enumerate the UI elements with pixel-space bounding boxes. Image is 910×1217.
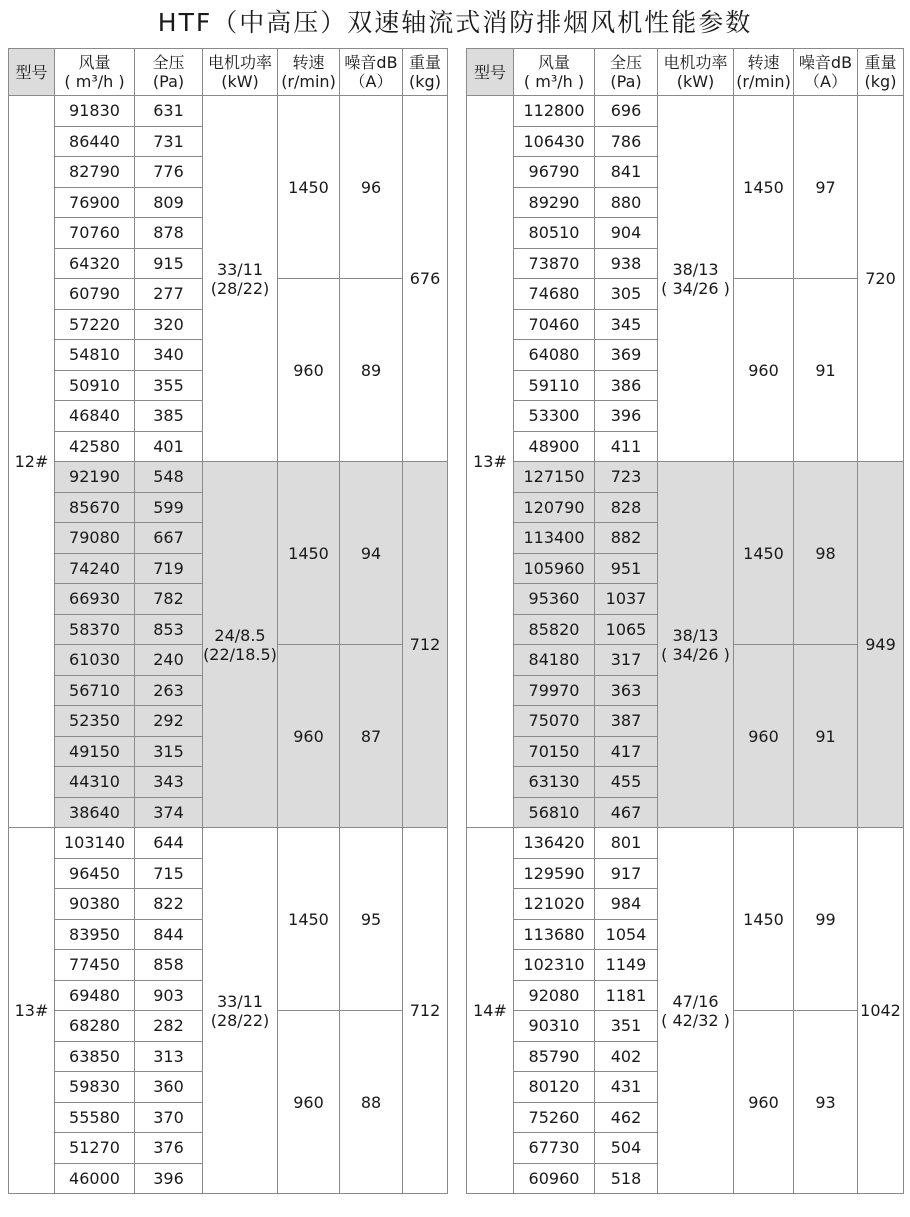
pressure-cell: 467 xyxy=(595,797,658,828)
weight-cell: 1042 xyxy=(858,828,904,1194)
pressure-cell: 340 xyxy=(135,340,203,371)
pressure-cell: 320 xyxy=(135,309,203,340)
airflow-cell: 60960 xyxy=(514,1163,595,1194)
power-cell xyxy=(203,96,278,462)
pressure-cell: 841 xyxy=(595,157,658,188)
noise-cell: 95 xyxy=(340,828,403,1011)
airflow-cell: 63850 xyxy=(55,1041,135,1072)
pressure-cell: 351 xyxy=(595,1011,658,1042)
airflow-cell: 92190 xyxy=(55,462,135,493)
pressure-cell: 345 xyxy=(595,309,658,340)
speed-cell: 1450 xyxy=(734,462,794,645)
airflow-cell: 44310 xyxy=(55,767,135,798)
airflow-cell: 90380 xyxy=(55,889,135,920)
airflow-cell: 66930 xyxy=(55,584,135,615)
airflow-cell: 49150 xyxy=(55,736,135,767)
speed-cell: 960 xyxy=(278,645,340,828)
airflow-cell: 127150 xyxy=(514,462,595,493)
airflow-cell: 136420 xyxy=(514,828,595,859)
airflow-cell: 82790 xyxy=(55,157,135,188)
pressure-cell: 504 xyxy=(595,1133,658,1164)
pressure-cell: 1065 xyxy=(595,614,658,645)
noise-cell: 97 xyxy=(794,96,858,279)
airflow-cell: 63130 xyxy=(514,767,595,798)
pressure-cell: 844 xyxy=(135,919,203,950)
airflow-cell: 85820 xyxy=(514,614,595,645)
airflow-cell: 92080 xyxy=(514,980,595,1011)
table-row xyxy=(467,828,904,859)
airflow-cell: 96790 xyxy=(514,157,595,188)
noise-cell: 98 xyxy=(794,462,858,645)
airflow-cell: 51270 xyxy=(55,1133,135,1164)
pressure-cell: 455 xyxy=(595,767,658,798)
pressure-cell: 386 xyxy=(595,370,658,401)
airflow-cell: 86440 xyxy=(55,126,135,157)
weight-cell: 676 xyxy=(403,96,448,462)
speed-cell: 1450 xyxy=(278,96,340,279)
pressure-cell: 282 xyxy=(135,1011,203,1042)
pressure-cell: 715 xyxy=(135,858,203,889)
pressure-cell: 878 xyxy=(135,218,203,249)
model-cell: 13# xyxy=(467,96,514,828)
speed-cell: 1450 xyxy=(278,462,340,645)
airflow-cell: 79970 xyxy=(514,675,595,706)
weight-cell: 720 xyxy=(858,96,904,462)
pressure-cell: 723 xyxy=(595,462,658,493)
airflow-cell: 106430 xyxy=(514,126,595,157)
pressure-cell: 305 xyxy=(595,279,658,310)
airflow-cell: 56810 xyxy=(514,797,595,828)
airflow-cell: 80510 xyxy=(514,218,595,249)
header-row xyxy=(467,49,904,96)
airflow-cell: 48900 xyxy=(514,431,595,462)
table-row xyxy=(9,96,448,127)
model-cell: 12# xyxy=(9,96,55,828)
weight-cell: 949 xyxy=(858,462,904,828)
power-cell xyxy=(658,828,734,1194)
noise-cell: 91 xyxy=(794,279,858,462)
airflow-cell: 56710 xyxy=(55,675,135,706)
pressure-cell: 518 xyxy=(595,1163,658,1194)
pressure-cell: 853 xyxy=(135,614,203,645)
airflow-cell: 42580 xyxy=(55,431,135,462)
airflow-cell: 79080 xyxy=(55,523,135,554)
pressure-cell: 360 xyxy=(135,1072,203,1103)
airflow-cell: 52350 xyxy=(55,706,135,737)
power-alt: ( 42/32 ) xyxy=(661,1010,730,1030)
pressure-cell: 431 xyxy=(595,1072,658,1103)
airflow-cell: 80120 xyxy=(514,1072,595,1103)
airflow-cell: 112800 xyxy=(514,96,595,127)
power-cell xyxy=(203,828,278,1194)
pressure-cell: 396 xyxy=(595,401,658,432)
pressure-cell: 411 xyxy=(595,431,658,462)
noise-cell: 87 xyxy=(340,645,403,828)
noise-cell: 91 xyxy=(794,645,858,828)
pressure-cell: 599 xyxy=(135,492,203,523)
speed-cell: 960 xyxy=(278,279,340,462)
pressure-cell: 903 xyxy=(135,980,203,1011)
pressure-cell: 355 xyxy=(135,370,203,401)
pressure-cell: 667 xyxy=(135,523,203,554)
power-alt: (28/22) xyxy=(210,1010,270,1030)
airflow-cell: 70760 xyxy=(55,218,135,249)
airflow-cell: 103140 xyxy=(55,828,135,859)
pressure-cell: 240 xyxy=(135,645,203,676)
header-power: 电机功率 (kW) xyxy=(203,49,278,96)
airflow-cell: 46840 xyxy=(55,401,135,432)
table-row xyxy=(467,96,904,127)
pressure-cell: 644 xyxy=(135,828,203,859)
pressure-cell: 1054 xyxy=(595,919,658,950)
pressure-cell: 363 xyxy=(595,675,658,706)
header-speed: 转速 (r/min) xyxy=(734,49,794,96)
header-noise: 噪音dB （A） xyxy=(340,49,403,96)
noise-cell: 89 xyxy=(340,279,403,462)
header-weight: 重量 (kg) xyxy=(858,49,904,96)
pressure-cell: 880 xyxy=(595,187,658,218)
speed-cell: 1450 xyxy=(278,828,340,1011)
pressure-cell: 387 xyxy=(595,706,658,737)
pressure-cell: 1181 xyxy=(595,980,658,1011)
speed-cell: 960 xyxy=(734,279,794,462)
model-cell: 14# xyxy=(467,828,514,1194)
page-title: HTF（中高压）双速轴流式消防排烟风机性能参数 xyxy=(157,8,753,37)
power-cell xyxy=(203,462,278,828)
pressure-cell: 1037 xyxy=(595,584,658,615)
power-alt: (28/22) xyxy=(210,278,270,298)
pressure-cell: 376 xyxy=(135,1133,203,1164)
airflow-cell: 68280 xyxy=(55,1011,135,1042)
airflow-cell: 53300 xyxy=(514,401,595,432)
airflow-cell: 50910 xyxy=(55,370,135,401)
airflow-cell: 129590 xyxy=(514,858,595,889)
airflow-cell: 95360 xyxy=(514,584,595,615)
power-alt: ( 34/26 ) xyxy=(661,278,730,298)
airflow-cell: 91830 xyxy=(55,96,135,127)
airflow-cell: 75070 xyxy=(514,706,595,737)
airflow-cell: 74240 xyxy=(55,553,135,584)
pressure-cell: 1149 xyxy=(595,950,658,981)
airflow-cell: 121020 xyxy=(514,889,595,920)
airflow-cell: 38640 xyxy=(55,797,135,828)
noise-cell: 88 xyxy=(340,1011,403,1194)
pressure-cell: 343 xyxy=(135,767,203,798)
pressure-cell: 938 xyxy=(595,248,658,279)
table-row xyxy=(467,462,904,493)
pressure-cell: 828 xyxy=(595,492,658,523)
airflow-cell: 58370 xyxy=(55,614,135,645)
speed-cell: 960 xyxy=(734,645,794,828)
airflow-cell: 64320 xyxy=(55,248,135,279)
header-model: 型号 xyxy=(467,49,514,96)
header-airflow: 风量 ( m³/h ) xyxy=(55,49,135,96)
pressure-cell: 858 xyxy=(135,950,203,981)
speed-cell: 1450 xyxy=(734,828,794,1011)
airflow-cell: 113400 xyxy=(514,523,595,554)
power-alt: (22/18.5) xyxy=(203,644,277,664)
airflow-cell: 84180 xyxy=(514,645,595,676)
airflow-cell: 69480 xyxy=(55,980,135,1011)
airflow-cell: 96450 xyxy=(55,858,135,889)
weight-cell: 712 xyxy=(403,828,448,1194)
header-power: 电机功率 (kW) xyxy=(658,49,734,96)
pressure-cell: 915 xyxy=(135,248,203,279)
table-row xyxy=(9,828,448,859)
weight-cell: 712 xyxy=(403,462,448,828)
speed-cell: 1450 xyxy=(734,96,794,279)
power-main: 24/8.5 xyxy=(214,625,266,645)
airflow-cell: 76900 xyxy=(55,187,135,218)
airflow-cell: 70460 xyxy=(514,309,595,340)
power-main: 38/13 xyxy=(672,259,719,279)
airflow-cell: 77450 xyxy=(55,950,135,981)
airflow-cell: 75260 xyxy=(514,1102,595,1133)
header-airflow: 风量 ( m³/h ) xyxy=(514,49,595,96)
pressure-cell: 548 xyxy=(135,462,203,493)
airflow-cell: 55580 xyxy=(55,1102,135,1133)
airflow-cell: 64080 xyxy=(514,340,595,371)
pressure-cell: 385 xyxy=(135,401,203,432)
airflow-cell: 89290 xyxy=(514,187,595,218)
pressure-cell: 822 xyxy=(135,889,203,920)
pressure-cell: 719 xyxy=(135,553,203,584)
airflow-cell: 105960 xyxy=(514,553,595,584)
header-pressure: 全压 (Pa) xyxy=(135,49,203,96)
airflow-cell: 61030 xyxy=(55,645,135,676)
pressure-cell: 786 xyxy=(595,126,658,157)
noise-cell: 94 xyxy=(340,462,403,645)
pressure-cell: 369 xyxy=(595,340,658,371)
header-noise: 噪音dB （A） xyxy=(794,49,858,96)
speed-cell: 960 xyxy=(734,1011,794,1194)
header-weight: 重量 (kg) xyxy=(403,49,448,96)
airflow-cell: 90310 xyxy=(514,1011,595,1042)
airflow-cell: 59830 xyxy=(55,1072,135,1103)
airflow-cell: 57220 xyxy=(55,309,135,340)
power-cell xyxy=(658,462,734,828)
pressure-cell: 809 xyxy=(135,187,203,218)
airflow-cell: 102310 xyxy=(514,950,595,981)
performance-table-left xyxy=(8,48,448,1194)
pressure-cell: 696 xyxy=(595,96,658,127)
pressure-cell: 917 xyxy=(595,858,658,889)
header-pressure: 全压 (Pa) xyxy=(595,49,658,96)
pressure-cell: 263 xyxy=(135,675,203,706)
table-body-right xyxy=(467,96,904,1194)
header-speed: 转速 (r/min) xyxy=(278,49,340,96)
model-cell: 13# xyxy=(9,828,55,1194)
airflow-cell: 74680 xyxy=(514,279,595,310)
airflow-cell: 83950 xyxy=(55,919,135,950)
header-model: 型号 xyxy=(9,49,55,96)
noise-cell: 96 xyxy=(340,96,403,279)
pressure-cell: 776 xyxy=(135,157,203,188)
pressure-cell: 292 xyxy=(135,706,203,737)
pressure-cell: 313 xyxy=(135,1041,203,1072)
power-alt: ( 34/26 ) xyxy=(661,644,730,664)
airflow-cell: 54810 xyxy=(55,340,135,371)
airflow-cell: 113680 xyxy=(514,919,595,950)
pressure-cell: 631 xyxy=(135,96,203,127)
pressure-cell: 801 xyxy=(595,828,658,859)
airflow-cell: 120790 xyxy=(514,492,595,523)
airflow-cell: 73870 xyxy=(514,248,595,279)
airflow-cell: 67730 xyxy=(514,1133,595,1164)
pressure-cell: 402 xyxy=(595,1041,658,1072)
power-cell xyxy=(658,96,734,462)
pressure-cell: 417 xyxy=(595,736,658,767)
pressure-cell: 731 xyxy=(135,126,203,157)
header-row xyxy=(9,49,448,96)
airflow-cell: 85790 xyxy=(514,1041,595,1072)
table-row xyxy=(9,462,448,493)
pressure-cell: 370 xyxy=(135,1102,203,1133)
pressure-cell: 374 xyxy=(135,797,203,828)
power-main: 33/11 xyxy=(216,991,264,1011)
pressure-cell: 317 xyxy=(595,645,658,676)
power-main: 38/13 xyxy=(672,625,719,645)
power-main: 33/11 xyxy=(216,259,264,279)
pressure-cell: 951 xyxy=(595,553,658,584)
pressure-cell: 882 xyxy=(595,523,658,554)
airflow-cell: 60790 xyxy=(55,279,135,310)
pressure-cell: 904 xyxy=(595,218,658,249)
noise-cell: 99 xyxy=(794,828,858,1011)
table-body-left xyxy=(9,96,448,1194)
airflow-cell: 46000 xyxy=(55,1163,135,1194)
pressure-cell: 782 xyxy=(135,584,203,615)
noise-cell: 93 xyxy=(794,1011,858,1194)
performance-table-right xyxy=(466,48,904,1194)
pressure-cell: 984 xyxy=(595,889,658,920)
airflow-cell: 70150 xyxy=(514,736,595,767)
pressure-cell: 315 xyxy=(135,736,203,767)
speed-cell: 960 xyxy=(278,1011,340,1194)
pressure-cell: 401 xyxy=(135,431,203,462)
pressure-cell: 462 xyxy=(595,1102,658,1133)
airflow-cell: 59110 xyxy=(514,370,595,401)
pressure-cell: 396 xyxy=(135,1163,203,1194)
airflow-cell: 85670 xyxy=(55,492,135,523)
pressure-cell: 277 xyxy=(135,279,203,310)
power-main: 47/16 xyxy=(672,991,719,1011)
